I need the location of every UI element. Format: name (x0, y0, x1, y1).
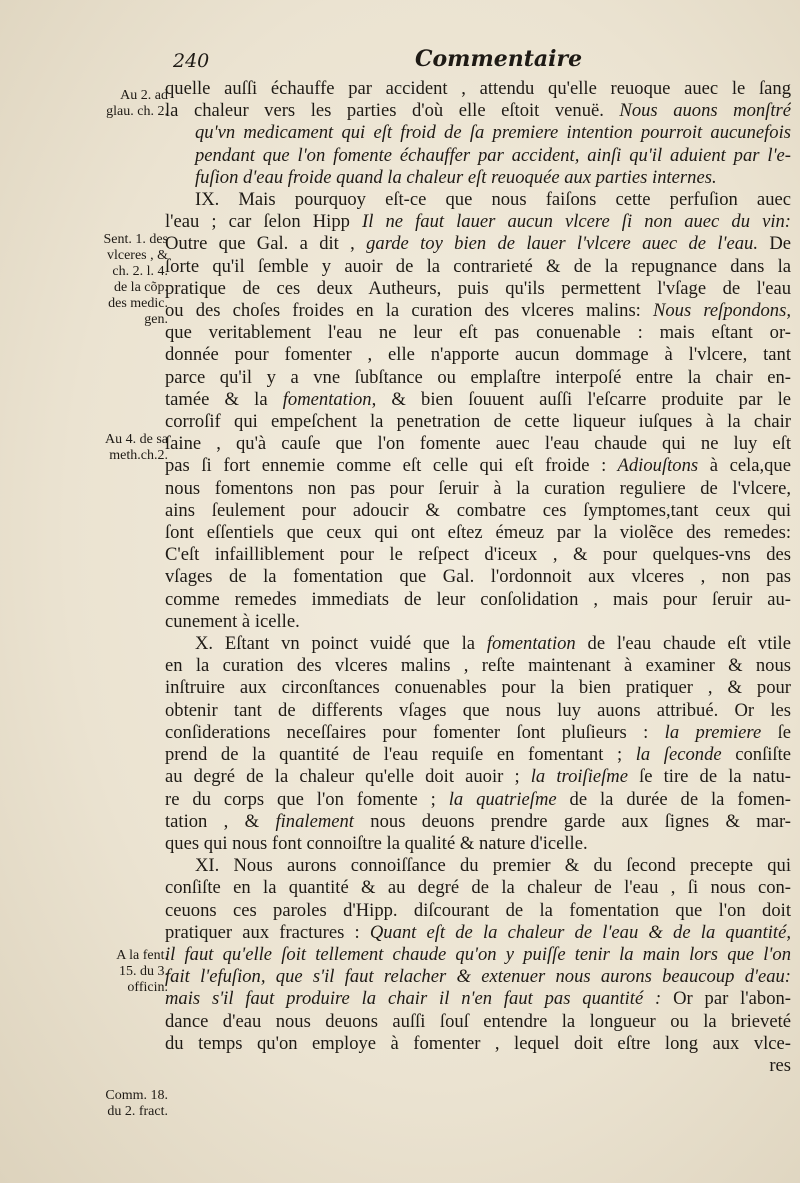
margin-note-line: officin. (127, 980, 168, 995)
text-line (165, 233, 791, 255)
text-run: Outre que Gal. a dit , (165, 233, 355, 255)
text-run: re du corps que l'on fomente ; (165, 788, 436, 810)
text-line (165, 1033, 791, 1055)
text-line (165, 256, 791, 278)
text-run: Nous reſpondons, (640, 300, 791, 322)
text-run: IX. Mais pourquoy eſt-ce que nous faiſons cette perfuſion auec (195, 189, 791, 211)
text-run: pratique de ces deux Autheurs, puis qu'ils permettent l'vſage de l'eau (165, 277, 791, 299)
text-line (165, 789, 791, 811)
text-line (165, 744, 791, 766)
text-run: dance d'eau nous deuons auſſi ſouſ entendre la longueur ou la brieveté (165, 1010, 791, 1032)
text-run: tation , & (165, 810, 260, 832)
text-run: nous deuons prendre garde aux ſignes & mar- (353, 810, 791, 832)
text-line (165, 766, 791, 788)
text-run: Quant eſt de la chaleur de l'eau & de la quantité, (359, 921, 791, 943)
text-line (165, 522, 791, 544)
text-line (165, 478, 791, 500)
text-run: parce qu'il y a vne ſubſtance ou emplaſtre interpoſé entre la chair en- (165, 366, 791, 388)
text-run: Nous auons monſtré (603, 100, 791, 122)
text-run: ceuons ces paroles d'Hipp. diſcourant de la fomentation que l'on doit (165, 899, 791, 921)
text-line (165, 900, 791, 922)
text-run: Il ne faut lauer aucun vlcere ſi non auec du vin: (349, 211, 791, 233)
margin-note-line: des medic. (108, 296, 168, 311)
margin-notes (0, 0, 168, 1183)
text-run: en la curation des vlceres malins , reſte maintenant à examiner & nous (165, 655, 791, 677)
text-run: pas ſi fort ennemie comme eſt celle qui eſt froide : (165, 455, 607, 477)
text-run: de la durée de la fomen- (556, 788, 791, 810)
text-line (165, 700, 791, 722)
text-run: Or par l'abon- (661, 988, 791, 1010)
text-run: fuſion d'eau froide quand la chaleur eſt reuoquée aux parties internes. (195, 166, 717, 188)
text-line (165, 189, 791, 211)
text-run: conſiſte en la quantité & au degré de la chaleur de l'eau , ſi nous con- (165, 877, 791, 899)
text-line (165, 322, 791, 344)
text-run: ſe (761, 721, 791, 743)
text-line (165, 633, 791, 655)
text-run: ains ſeulement pour adoucir & combatre ces ſymptomes,tant ceux qui (165, 499, 791, 521)
text-line (165, 100, 791, 122)
margin-note (72, 232, 168, 328)
margin-note-line: Au 2. ad (120, 88, 168, 103)
margin-note-line: glau. ch. 2. (106, 104, 168, 119)
body-text (165, 78, 791, 1077)
text-run: que veritablement l'eau ne leur eſt pas conuenable : mais eſtant or- (165, 322, 791, 344)
text-run: C'eſt infailliblement pour le reſpect d'iceux , & pour quelques-vns des (165, 544, 791, 566)
text-run: X. Eſtant vn poinct vuidé que la (195, 633, 476, 655)
text-run: res (769, 1054, 791, 1076)
text-line (165, 566, 791, 588)
margin-note-line: Comm. 18. (105, 1088, 168, 1103)
text-run: mais s'il faut produire la chair il n'en faut pas quantité : (165, 988, 662, 1010)
text-line (165, 78, 791, 100)
text-line (165, 145, 791, 167)
margin-note-line: Au 4. de sa (105, 432, 168, 447)
margin-note (72, 948, 168, 996)
text-line (165, 344, 791, 366)
text-line (165, 1011, 791, 1033)
text-line (165, 167, 791, 189)
text-run: cunement à icelle. (165, 610, 300, 632)
text-line (165, 833, 791, 855)
text-run: ſorte qu'il ſemble y auoir de la contrarieté & de la repugnance dans la (165, 255, 791, 277)
text-run: du temps qu'on employe à fomenter , lequel doit eſtre long aux vlce- (165, 1032, 791, 1054)
margin-note (72, 432, 168, 464)
text-run: Adiouſtons (606, 455, 699, 477)
text-run: quelle auſſi échauffe par accident , attendu qu'elle reuoque auec le ſang (165, 78, 791, 99)
margin-note-line: 15. du 3. (119, 964, 168, 979)
text-run: qu'vn medicament qui eſt froid de ſa premiere intention pourroit aucunefois (195, 122, 791, 144)
text-run: corroſif qui empeſchent la penetration de cette liqueur iuſques à la chair (165, 411, 791, 433)
text-line (165, 722, 791, 744)
page-header (165, 46, 785, 76)
text-run: il faut qu'elle ſoit tellement chaude qu'on y puiſſe tenir la main lors que l'on (165, 943, 791, 965)
text-run: tamée & la (165, 388, 268, 410)
text-run: ſe tire de la natu- (627, 766, 791, 788)
margin-note-line: Sent. 1. des (103, 232, 168, 247)
text-line (165, 944, 791, 966)
text-run: fait l'efuſion, que s'il faut relacher & extenuer nous aurons beaucoup d'eau: (165, 966, 791, 988)
text-line (165, 966, 791, 988)
text-run: prend de la quantité de l'eau requiſe en fomentant ; (165, 744, 623, 766)
margin-note (72, 1088, 168, 1120)
text-line (165, 677, 791, 699)
text-run: la chaleur vers les parties d'où elle eſtoit venuë. (165, 100, 604, 122)
text-run: vſages de la fomentation que Gal. l'ordonnoit aux vlceres , non pas (165, 566, 791, 588)
margin-note-line: de la cõp. (113, 280, 168, 295)
text-run: l'eau ; car ſelon Hipp (165, 211, 350, 233)
margin-note (72, 88, 168, 120)
margin-note-line: du 2. fract. (107, 1104, 168, 1119)
text-run: la premiere (648, 721, 762, 743)
text-run: inſtruire aux circonſtances conuenables pour la bien pratiquer , & pour (165, 677, 791, 699)
page-number: 240 (173, 50, 210, 72)
text-run: conſiſte (721, 744, 791, 766)
text-run: De (758, 233, 791, 255)
margin-note-line: ch. 2. l. 4. (112, 264, 168, 279)
text-run: ſaine , qu'à cauſe que l'on fomente auec l'eau chaude qui ne luy eſt (165, 433, 791, 455)
text-run: XI. Nous aurons connoiſſance du premier & du ſecond precepte qui (195, 855, 791, 877)
text-run: la quatrieſme (435, 788, 557, 810)
text-line (165, 411, 791, 433)
text-run: garde toy bien de lauer l'vlcere auec de l'eau. (354, 233, 758, 255)
text-line (165, 389, 791, 411)
text-line (165, 544, 791, 566)
text-run: ou des choſes froides en la curation des vlceres malins: (165, 300, 641, 322)
margin-note-line: meth.ch.2. (109, 448, 168, 463)
text-line (165, 211, 791, 233)
text-line (165, 988, 791, 1010)
text-line (165, 877, 791, 899)
text-run: pendant que l'on fomente échauffer par accident, ainſi qu'il aduient par l'e- (195, 144, 791, 166)
margin-note-line: vlceres , & (106, 248, 168, 263)
text-line (165, 367, 791, 389)
running-title: Commentaire (415, 46, 583, 72)
text-run: la ſeconde (622, 744, 722, 766)
text-line (165, 922, 791, 944)
text-line (165, 122, 791, 144)
text-line (165, 611, 791, 633)
text-run: nous fomentons non pas pour ſeruir à la curation reguliere de l'vlcere, (165, 477, 791, 499)
text-line (165, 811, 791, 833)
text-run: de l'eau chaude eſt vtile (575, 633, 791, 655)
text-run: obtenir tant de differents vſages que nous luy auons attribué. Or les (165, 699, 791, 721)
text-run: , & bien ſouuent auſſi l'eſcarre produite par le (371, 388, 791, 410)
text-run: fomentation (267, 388, 372, 410)
text-run: fomentation (475, 633, 576, 655)
text-line (165, 455, 791, 477)
text-run: conſiderations neceſſaires pour fomenter ſont pluſieurs : (165, 721, 649, 743)
text-line (165, 278, 791, 300)
text-run: ſont eſſentiels que ceux qui ont eſtez émeuz par la violẽce des remedes: (165, 522, 791, 544)
text-line (165, 655, 791, 677)
text-run: au degré de la chaleur qu'elle doit auoir ; (165, 766, 520, 788)
text-line (165, 500, 791, 522)
text-line (165, 855, 791, 877)
text-run: pratiquer aux fractures : (165, 921, 360, 943)
text-line (165, 1055, 791, 1077)
margin-note-line: A la fent. (116, 948, 168, 963)
text-line (165, 589, 791, 611)
text-run: à cela,que (698, 455, 791, 477)
text-run: comme remedes immediats de leur conſolidation , mais pour ſeruir au- (165, 588, 791, 610)
text-line (165, 433, 791, 455)
text-run: finalement (259, 810, 354, 832)
text-run: ques qui nous font connoiſtre la qualité & nature d'icelle. (165, 832, 588, 854)
margin-note-line: gen. (144, 312, 168, 327)
text-run: donnée pour fomenter , elle n'apporte aucun dommage à l'vlcere, tant (165, 344, 791, 366)
text-line (165, 300, 791, 322)
text-run: la troiſieſme (519, 766, 628, 788)
